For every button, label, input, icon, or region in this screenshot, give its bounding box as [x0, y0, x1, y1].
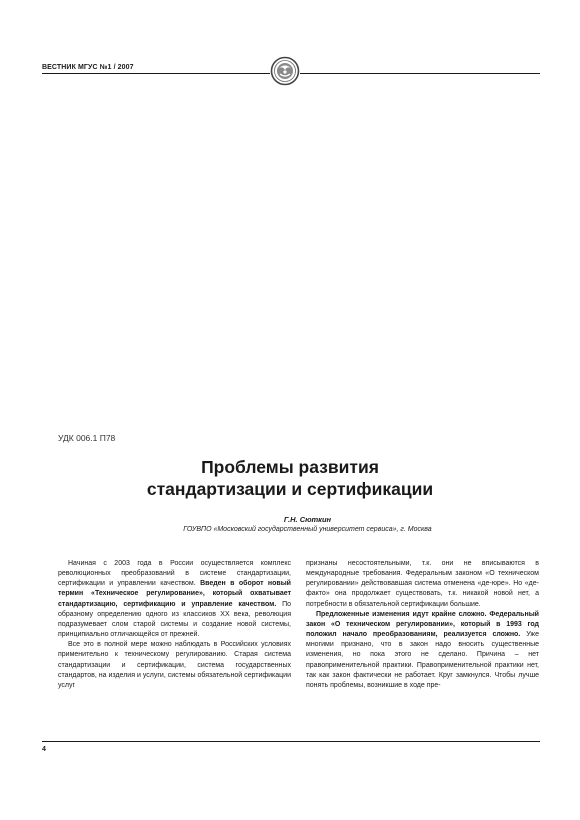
bold-emphasis: Введен в оборот новый термин «Техническое регулирование», который охватывает стандартизацию, сертификацию и управление качеством.: [58, 580, 291, 608]
paragraph: Все это в полной мере можно наблюдать в Российских условиях применительно к техническому регулированию. Старая система стандартизации и сертификации, система государственных стандартов, на изделия и услуги, системы обязательной сертификации услуг: [58, 641, 291, 689]
body-column-right: [306, 559, 539, 691]
page-number: 4: [42, 746, 46, 753]
paragraph: признаны несостоятельными, т.к. они не вписываются в международные требования. Федеральным законом «О техническом регулировании» действовавшая система отменена «де-юре». Но «де-факто» она продолжает существовать, т.к. никакой новой нет, а потребности в обязательной сертификации большие.: [306, 560, 539, 608]
university-emblem-icon: [270, 56, 300, 86]
body-column-left: [58, 559, 291, 691]
header-rule-left: [42, 73, 270, 74]
author-name: Г.Н. Сюткин: [283, 515, 332, 524]
title-line-1: Проблемы развития: [201, 457, 379, 477]
udk-code: УДК 006.1 П78: [58, 433, 116, 443]
author-affiliation: ГОУВПО «Московский государственный университет сервиса», г. Москва: [183, 526, 432, 533]
footer-rule: [42, 741, 540, 742]
bold-emphasis: Предложенные изменения идут крайне сложно. Федеральный закон «О техническом регулировании», который в 1993 год положил начало преобразованиям, реализуется сложно.: [306, 610, 539, 639]
paragraph: Предложенные изменения идут крайне сложно. Федеральный закон «О техническом регулировании», который в 1993 год положил начало преобразованиям, реализуется сложно. Уже многими признано, что в закон надо вносить существенные изменения, но пока этого не сделано. Причина – нет правоприменительной практики. Правоприменительной практики нет, так как закон фактически не работает. Круг замкнулся. Чтобы лучше понять проблемы, возникшие в ходе пре-: [306, 610, 539, 689]
title-line-2: стандартизации и сертификации: [146, 479, 434, 499]
journal-header: ВЕСТНИК МГУС №1 / 2007: [42, 64, 134, 71]
paragraph: Начиная с 2003 года в России осуществляется комплекс революционных преобразований в системе стандартизации, сертификации и управлении качеством. Введен в оборот новый термин «Техническое регулирование», который охватывает стандартизацию, сертификацию и управление качеством. По образному определению одного из классиков XX века, революция подразумевает слом старой системы и создание новой системы, принципиально отличающейся от прежней.: [58, 560, 292, 639]
header-rule-right: [300, 73, 540, 74]
article-title: [0, 456, 580, 500]
